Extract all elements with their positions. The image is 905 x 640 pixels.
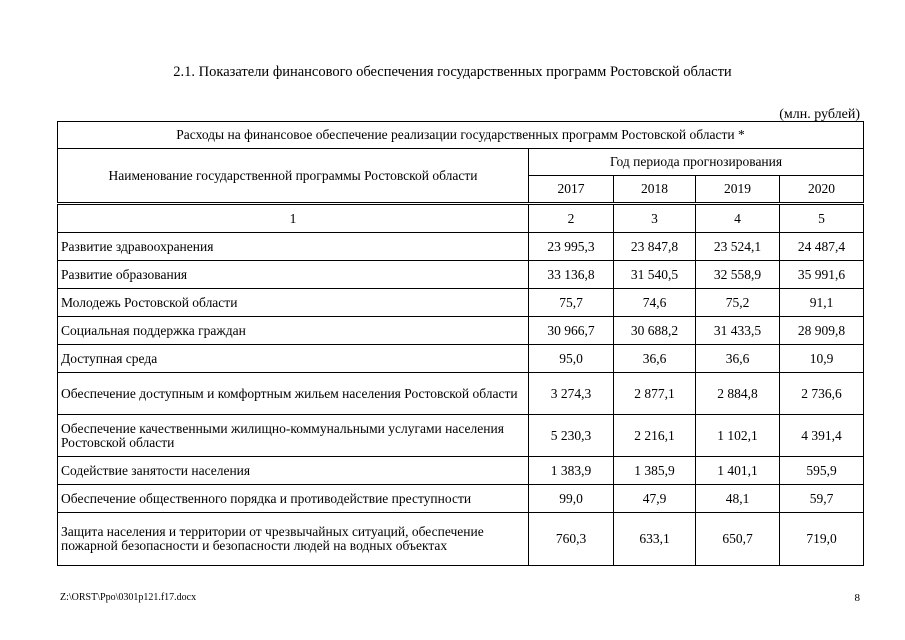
value-2019: 1 401,1 (696, 457, 780, 485)
value-2017: 1 383,9 (529, 457, 614, 485)
year-header: 2018 (614, 176, 696, 204)
document-title: 2.1. Показатели финансового обеспечения государственных программ Ростовской области (173, 64, 732, 80)
program-name: Защита населения и территории от чрезвычайных ситуаций, обеспечение пожарной безопасности и безопасности людей на водных объектах (58, 513, 529, 566)
program-name: Содействие занятости населения (58, 457, 529, 485)
value-2017: 5 230,3 (529, 415, 614, 457)
table-row (58, 373, 864, 415)
value-2019: 650,7 (696, 513, 780, 566)
value-2018: 31 540,5 (614, 261, 696, 289)
value-2019: 31 433,5 (696, 317, 780, 345)
value-2019: 36,6 (696, 345, 780, 373)
programs-table (57, 121, 864, 566)
value-2020: 35 991,6 (780, 261, 864, 289)
table-row (58, 485, 864, 513)
year-header: 2019 (696, 176, 780, 204)
value-2020: 91,1 (780, 289, 864, 317)
value-2020: 59,7 (780, 485, 864, 513)
value-2018: 633,1 (614, 513, 696, 566)
value-2018: 47,9 (614, 485, 696, 513)
value-2017: 99,0 (529, 485, 614, 513)
header-row (58, 149, 864, 176)
year-header: 2017 (529, 176, 614, 204)
program-name: Развитие образования (58, 261, 529, 289)
value-2019: 2 884,8 (696, 373, 780, 415)
value-2018: 36,6 (614, 345, 696, 373)
value-2018: 1 385,9 (614, 457, 696, 485)
value-2018: 23 847,8 (614, 233, 696, 261)
table-row (58, 415, 864, 457)
value-2018: 74,6 (614, 289, 696, 317)
value-2017: 23 995,3 (529, 233, 614, 261)
table-row (58, 317, 864, 345)
program-name: Обеспечение общественного порядка и противодействие преступности (58, 485, 529, 513)
column-number: 5 (780, 204, 864, 233)
value-2020: 719,0 (780, 513, 864, 566)
value-2017: 75,7 (529, 289, 614, 317)
table-row (58, 233, 864, 261)
value-2017: 30 966,7 (529, 317, 614, 345)
value-2019: 23 524,1 (696, 233, 780, 261)
program-name: Молодежь Ростовской области (58, 289, 529, 317)
page-number: 8 (854, 592, 860, 604)
table-row (58, 289, 864, 317)
period-header: Год периода прогнозирования (529, 149, 864, 176)
table-row (58, 513, 864, 566)
value-2018: 30 688,2 (614, 317, 696, 345)
value-2020: 4 391,4 (780, 415, 864, 457)
value-2020: 2 736,6 (780, 373, 864, 415)
footer-file-path: Z:\ORST\Ppo\0301p121.f17.docx (60, 592, 197, 603)
value-2017: 3 274,3 (529, 373, 614, 415)
program-name: Обеспечение качественными жилищно-коммунальными услугами населения Ростовской области (58, 415, 529, 457)
year-header: 2020 (780, 176, 864, 204)
value-2018: 2 216,1 (614, 415, 696, 457)
table-row (58, 261, 864, 289)
program-name: Доступная среда (58, 345, 529, 373)
value-2017: 33 136,8 (529, 261, 614, 289)
program-name: Социальная поддержка граждан (58, 317, 529, 345)
program-name: Обеспечение доступным и комфортным жильем населения Ростовской области (58, 373, 529, 415)
table-caption-row (58, 122, 864, 149)
value-2020: 10,9 (780, 345, 864, 373)
value-2018: 2 877,1 (614, 373, 696, 415)
value-2019: 1 102,1 (696, 415, 780, 457)
value-2020: 595,9 (780, 457, 864, 485)
program-name: Развитие здравоохранения (58, 233, 529, 261)
column-number: 1 (58, 204, 529, 233)
value-2019: 48,1 (696, 485, 780, 513)
value-2020: 28 909,8 (780, 317, 864, 345)
table-row (58, 457, 864, 485)
table-caption: Расходы на финансовое обеспечение реализации государственных программ Ростовской области * (58, 122, 864, 149)
value-2017: 95,0 (529, 345, 614, 373)
value-2017: 760,3 (529, 513, 614, 566)
column-number: 3 (614, 204, 696, 233)
value-2019: 32 558,9 (696, 261, 780, 289)
table-row (58, 345, 864, 373)
column-number: 4 (696, 204, 780, 233)
column-number-row (58, 204, 864, 233)
program-name-header: Наименование государственной программы Ростовской области (58, 149, 529, 204)
value-2019: 75,2 (696, 289, 780, 317)
units-label: (млн. рублей) (779, 107, 860, 122)
column-number: 2 (529, 204, 614, 233)
value-2020: 24 487,4 (780, 233, 864, 261)
